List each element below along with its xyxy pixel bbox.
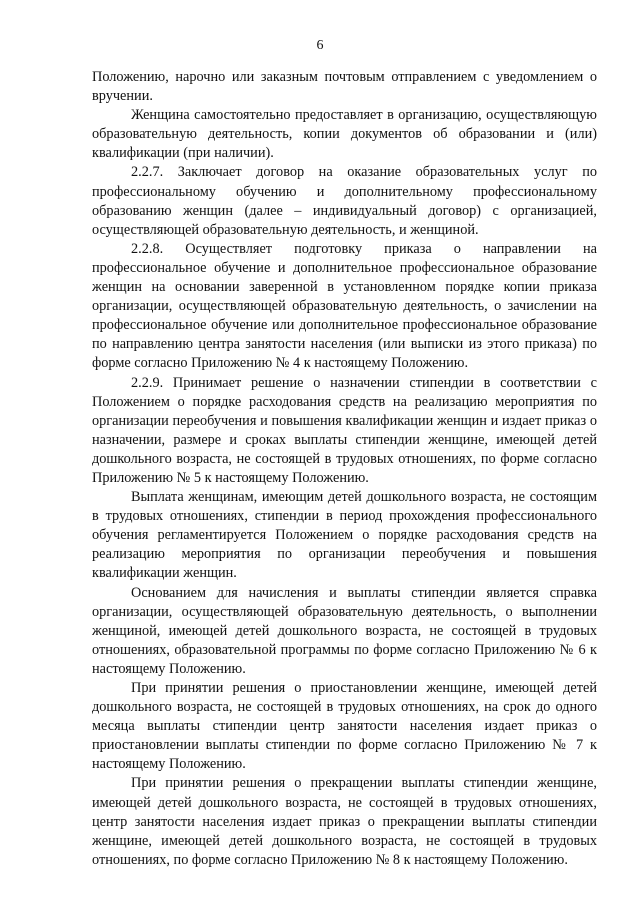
paragraph-2-2-8: 2.2.8. Осуществляет подготовку приказа о направлении на профессиональное обучение и дополнительное профессиональное образование женщин на основании заверенной в установленном порядке копии приказа организации, осуществляющей образовательную деятельность, о зачислении на профессиональное обучение или дополнительное профессиональное образование по направлению центра занятости населения (или выписки из этого приказа) по форме согласно Приложению № 4 к настоящему Положению.	[92, 240, 597, 372]
page-number: 6	[316, 38, 324, 53]
paragraph-2-2-7: 2.2.7. Заключает договор на оказание образовательных услуг по профессиональному обучению и дополнительному профессиональному образованию женщин (далее – индивидуальный договор) с организацией, осуществляющей образовательную деятельность, и женщиной.	[92, 164, 597, 238]
paragraph-2-2-9: 2.2.9. Принимает решение о назначении стипендии в соответствии с Положением о порядке расходования средств на реализацию мероприятия по организации переобучения и повышения квалификации женщин и издает приказ о назначении, размере и сроках выплаты стипендии женщине, имеющей детей дошкольного возраста, не состоящей в трудовых отношениях, по форме согласно Приложению № 5 к настоящему Положению.	[92, 374, 597, 486]
paragraph-stipend-basis: Основанием для начисления и выплаты стипендии является справка организации, осуществляющей образовательную деятельность, о выполнении женщиной, имеющей детей дошкольного возраста, не состоящей в трудовых отношениях, образовательной программы по форме согласно Приложению № 6 к настоящему Положению.	[92, 584, 597, 677]
paragraph-stipend-termination: При принятии решения о прекращении выплаты стипендии женщине, имеющей детей дошкольного возраста, не состоящей в трудовых отношениях, центр занятости населения издает приказ о прекращении выплаты стипендии женщине, имеющей детей дошкольного возраста, не состоящей в трудовых отношениях, по форме согласно Приложению № 8 к настоящему Положению.	[92, 775, 597, 868]
paragraph-continuation: Положению, нарочно или заказным почтовым отправлением с уведомлением о вручении.	[92, 69, 597, 105]
paragraph-stipend-suspension: При принятии решения о приостановлении женщине, имеющей детей дошкольного возраста, не состоящей в трудовых отношениях, на срок до одного месяца выплаты стипендии центр занятости населения издает приказ о приостановлении выплаты стипендии по форме согласно Приложению № 7 к настоящему Положению.	[92, 680, 597, 773]
paragraph-documents: Женщина самостоятельно предоставляет в организацию, осуществляющую образовательную деятельность, копии документов об образовании и (или) квалификации (при наличии).	[92, 107, 597, 162]
paragraph-stipend-payment: Выплата женщинам, имеющим детей дошкольного возраста, не состоящим в трудовых отношениях, стипендии в период прохождения профессионального обучения регламентируется Положением о порядке расходования средств на реализацию мероприятия по организации переобучения и повышения квалификации женщин.	[92, 489, 597, 582]
document-body	[92, 68, 597, 870]
